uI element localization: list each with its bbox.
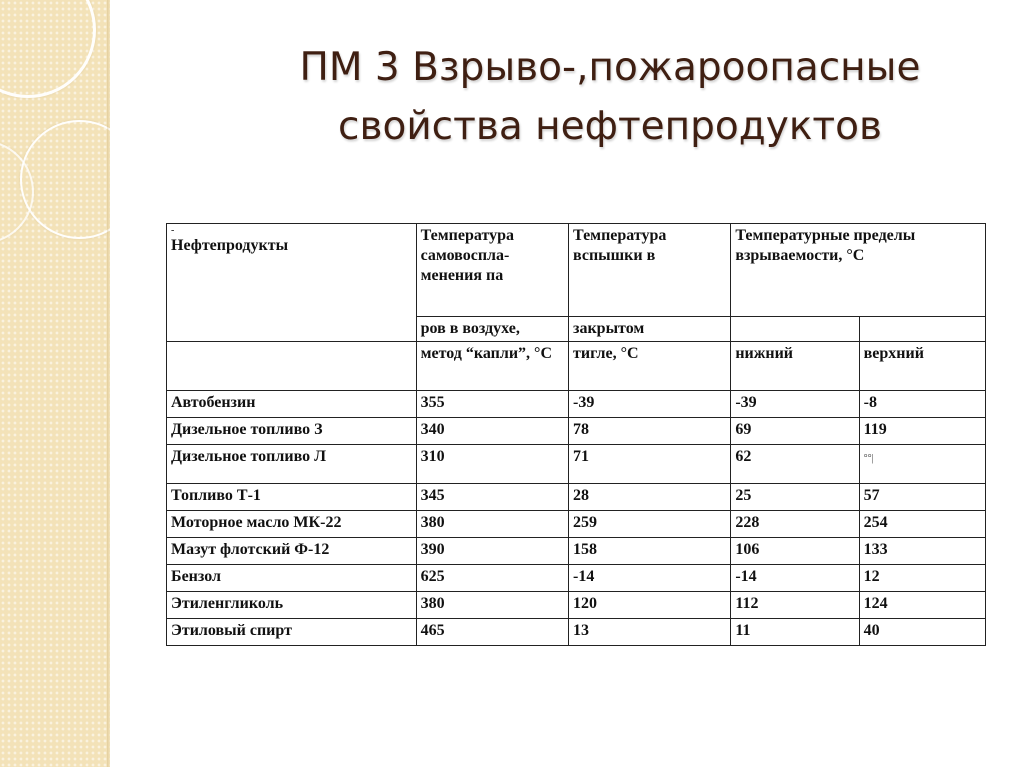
cell-lower: 106 (731, 538, 859, 565)
header-empty-cell (167, 342, 417, 391)
corner-mark: - (171, 225, 175, 236)
slide-title-line-2: свойства нефтепродуктов (338, 104, 882, 149)
header-flash-top: Температура вспышки в (569, 224, 731, 317)
cell-upper: -8 (859, 391, 985, 418)
table-row (167, 592, 986, 619)
table-row (167, 418, 986, 445)
cell-lower: -14 (731, 565, 859, 592)
header-flash-mid: закрытом (569, 317, 731, 342)
cell-flash: -39 (569, 391, 731, 418)
cell-product: Топливо Т-1 (167, 484, 417, 511)
cell-product: Мазут флотский Ф-12 (167, 538, 417, 565)
properties-table (166, 223, 986, 646)
header-explosion-limits: Температурные пределы взрываемости, °С (731, 224, 986, 317)
header-products (167, 224, 417, 342)
header-lower-limit: нижний (731, 342, 859, 391)
cell-autoignition: 380 (416, 511, 568, 538)
cell-autoignition: 380 (416, 592, 568, 619)
cell-upper-artifact: °°| (863, 453, 874, 464)
table-header-row (167, 224, 986, 317)
cell-lower: 112 (731, 592, 859, 619)
cell-autoignition: 390 (416, 538, 568, 565)
cell-product: Дизельное топливо Л (167, 445, 417, 484)
cell-flash: -14 (569, 565, 731, 592)
header-empty-cell (859, 317, 985, 342)
cell-flash: 120 (569, 592, 731, 619)
table-row (167, 391, 986, 418)
table-row (167, 445, 986, 484)
cell-product: Этиловый спирт (167, 619, 417, 646)
header-flash-bottom: тигле, °С (569, 342, 731, 391)
cell-autoignition: 355 (416, 391, 568, 418)
cell-product: Автобензин (167, 391, 417, 418)
slide-title-line-1: ПМ 3 Взрыво-,пожароопасные (299, 45, 921, 90)
cell-autoignition: 340 (416, 418, 568, 445)
cell-flash: 28 (569, 484, 731, 511)
table-header-row (167, 342, 986, 391)
table-row (167, 565, 986, 592)
cell-flash: 259 (569, 511, 731, 538)
table-row (167, 538, 986, 565)
header-upper-limit: верхний (859, 342, 985, 391)
table-row (167, 619, 986, 646)
cell-product: Этиленгликоль (167, 592, 417, 619)
cell-flash: 71 (569, 445, 731, 484)
table-row (167, 511, 986, 538)
cell-flash: 13 (569, 619, 731, 646)
header-products-label: Нефтепродукты (171, 237, 289, 254)
cell-flash: 78 (569, 418, 731, 445)
cell-upper: 254 (859, 511, 985, 538)
cell-autoignition: 345 (416, 484, 568, 511)
cell-upper: 12 (859, 565, 985, 592)
cell-lower: 11 (731, 619, 859, 646)
cell-lower: 62 (731, 445, 859, 484)
slide-title (220, 38, 1000, 156)
table-row (167, 484, 986, 511)
cell-lower: 25 (731, 484, 859, 511)
header-autoignition-mid: ров в воздухе, (416, 317, 568, 342)
cell-product: Моторное масло МК-22 (167, 511, 417, 538)
cell-autoignition: 310 (416, 445, 568, 484)
decorative-side-strip (0, 0, 110, 767)
cell-upper: 124 (859, 592, 985, 619)
cell-upper (859, 445, 985, 484)
cell-upper: 119 (859, 418, 985, 445)
cell-upper: 133 (859, 538, 985, 565)
cell-flash: 158 (569, 538, 731, 565)
header-autoignition-top: Температура самовоспла-менения па (416, 224, 568, 317)
cell-upper: 40 (859, 619, 985, 646)
cell-autoignition: 465 (416, 619, 568, 646)
decorative-ring (0, 0, 96, 98)
header-empty-cell (731, 317, 859, 342)
header-autoignition-bottom: метод “капли”, °С (416, 342, 568, 391)
cell-product: Бензол (167, 565, 417, 592)
cell-lower: 69 (731, 418, 859, 445)
cell-lower: 228 (731, 511, 859, 538)
cell-product: Дизельное топливо З (167, 418, 417, 445)
cell-autoignition: 625 (416, 565, 568, 592)
cell-upper: 57 (859, 484, 985, 511)
decorative-ring (20, 120, 110, 239)
cell-lower: -39 (731, 391, 859, 418)
